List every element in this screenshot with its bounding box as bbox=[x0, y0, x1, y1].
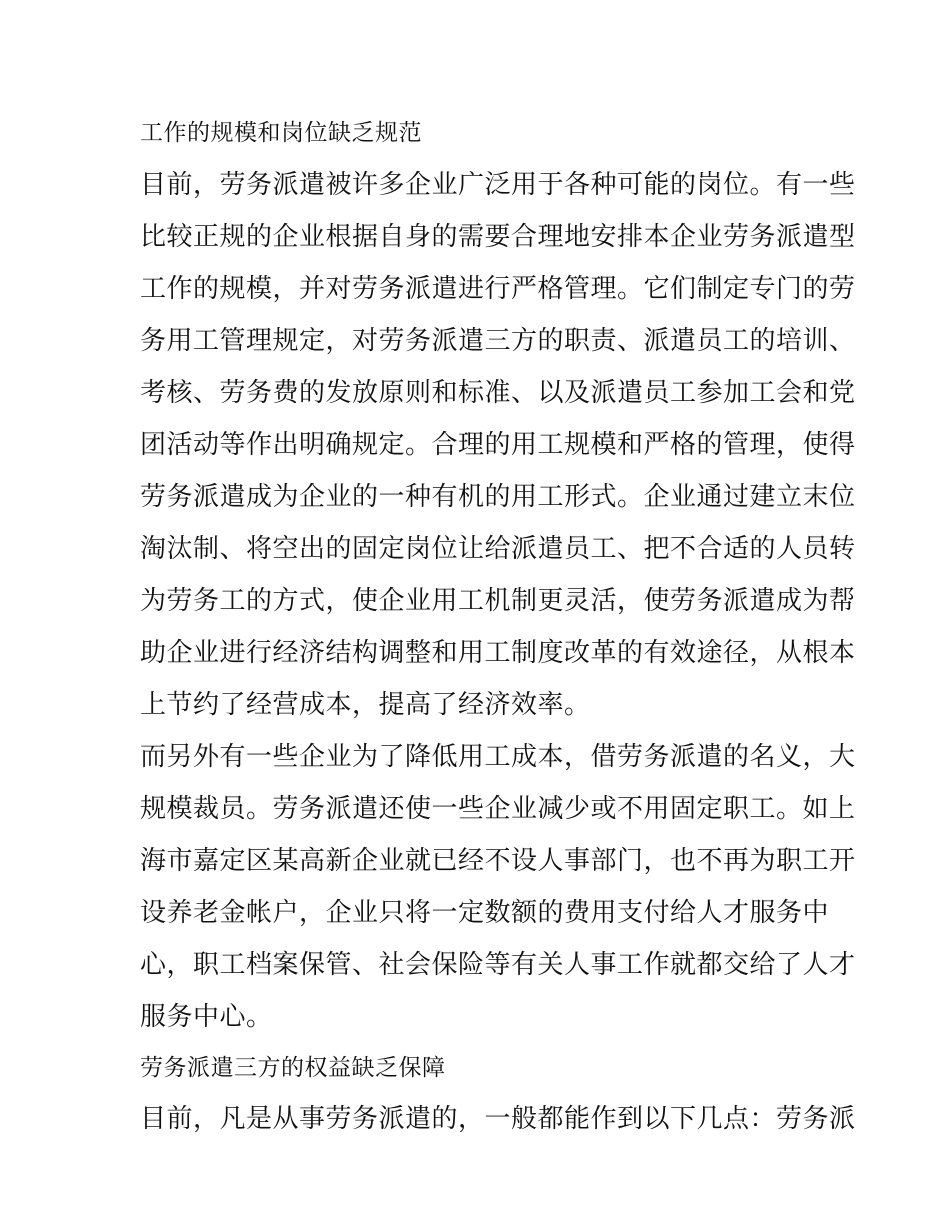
paragraph-line: 助企业进行经济结构调整和用工制度改革的有效途径，从根本 bbox=[140, 638, 856, 668]
paragraph-line: 规模裁员。劳务派遣还使一些企业减少或不用固定职工。如上 bbox=[140, 794, 856, 824]
paragraph-line: 为劳务工的方式，使企业用工机制更灵活，使劳务派遣成为帮 bbox=[140, 586, 856, 616]
paragraph-line: 淘汰制、将空出的固定岗位让给派遣员工、把不合适的人员转 bbox=[140, 534, 856, 564]
section-heading-rights: 劳务派遣三方的权益缺乏保障 bbox=[140, 1055, 446, 1081]
section-heading-scale: 工作的规模和岗位缺乏规范 bbox=[140, 120, 422, 146]
paragraph-line: 团活动等作出明确规定。合理的用工规模和严格的管理，使得 bbox=[140, 430, 856, 460]
paragraph-line: 目前，凡是从事劳务派遣的，一般都能作到以下几点：劳务派 bbox=[140, 1104, 856, 1134]
paragraph-line: 海市嘉定区某高新企业就已经不设人事部门，也不再为职工开 bbox=[140, 846, 856, 876]
paragraph-line: 目前，劳务派遣被许多企业广泛用于各种可能的岗位。有一些 bbox=[140, 170, 856, 200]
paragraph-line: 考核、劳务费的发放原则和标准、以及派遣员工参加工会和党 bbox=[140, 378, 856, 408]
paragraph-line: 上节约了经营成本，提高了经济效率。 bbox=[140, 690, 591, 720]
paragraph-line: 服务中心。 bbox=[140, 1002, 273, 1032]
paragraph-line: 而另外有一些企业为了降低用工成本，借劳务派遣的名义，大 bbox=[140, 742, 856, 772]
paragraph-line: 设养老金帐户，企业只将一定数额的费用支付给人才服务中 bbox=[140, 898, 830, 928]
paragraph-line: 劳务派遣成为企业的一种有机的用工形式。企业通过建立末位 bbox=[140, 482, 856, 512]
paragraph-line: 工作的规模，并对劳务派遣进行严格管理。它们制定专门的劳 bbox=[140, 274, 856, 304]
paragraph-line: 务用工管理规定，对劳务派遣三方的职责、派遣员工的培训、 bbox=[140, 326, 856, 356]
paragraph-line: 心，职工档案保管、社会保险等有关人事工作就都交给了人才 bbox=[140, 950, 856, 980]
paragraph-line: 比较正规的企业根据自身的需要合理地安排本企业劳务派遣型 bbox=[140, 222, 856, 252]
